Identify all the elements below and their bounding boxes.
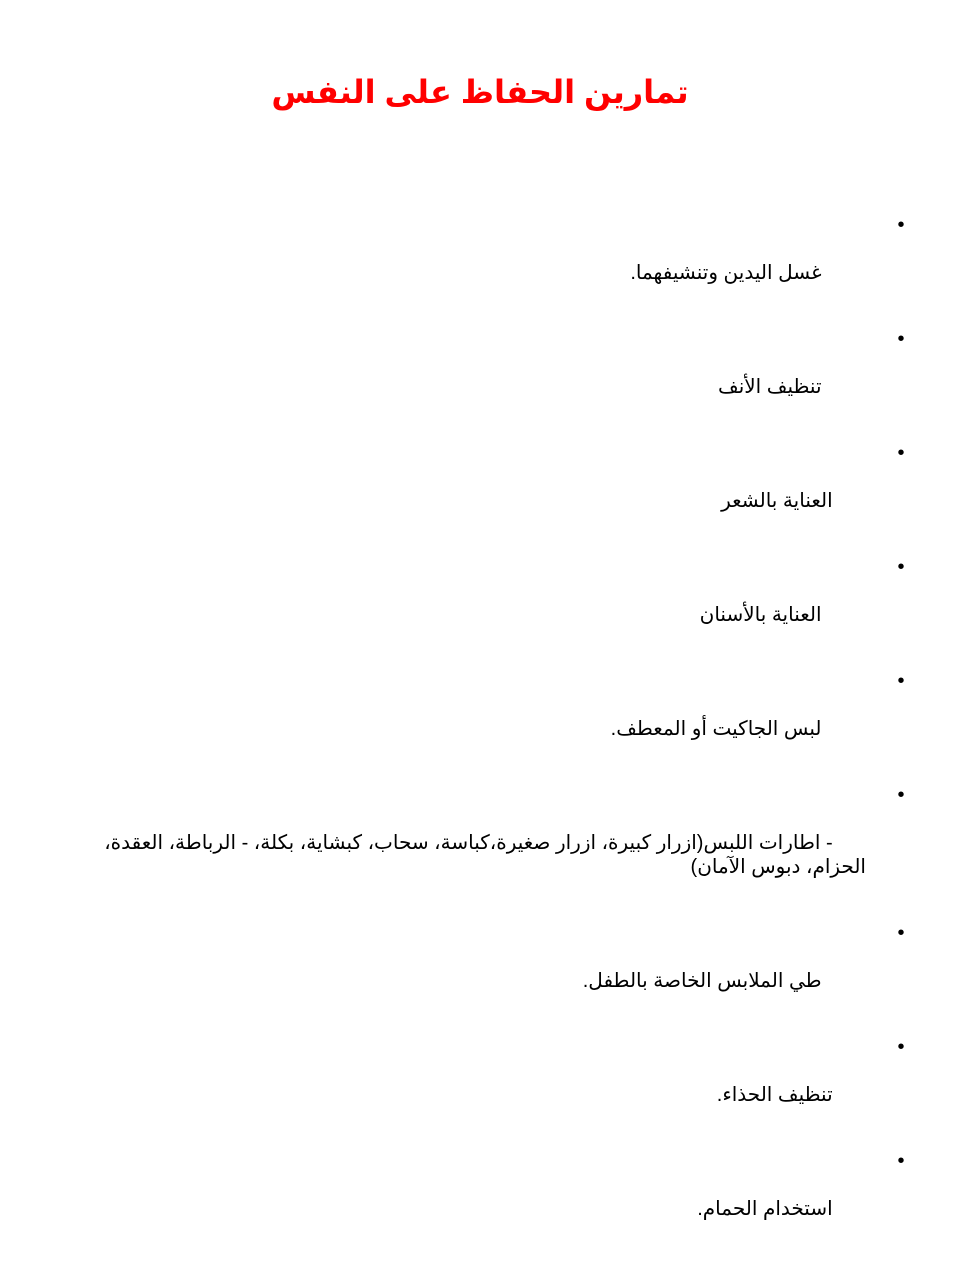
bullet-icon: • bbox=[897, 214, 905, 236]
list-item bbox=[78, 921, 908, 1017]
list-item bbox=[78, 555, 908, 651]
bullet-icon: • bbox=[897, 556, 905, 578]
list-item-text: العناية بالشعر bbox=[721, 490, 833, 512]
bullet-icon: • bbox=[897, 328, 905, 350]
bullet-icon: • bbox=[897, 670, 905, 692]
list-item-text: تنظيف الأنف bbox=[718, 376, 833, 398]
list-item-text: تنظيف الحذاء. bbox=[716, 1084, 833, 1106]
list-item-text: لبس الجاكيت أو المعطف. bbox=[610, 718, 833, 740]
list-item bbox=[78, 1149, 908, 1245]
list-item-text: - اطارات اللبس(ازرار كبيرة، ازرار صغيرة،كباسة، سحاب، كبشاية، بكلة، - الرباطة، العقدة، الحزام، دبوس الآمان) bbox=[98, 832, 866, 878]
list-item bbox=[78, 327, 908, 423]
bullet-icon: • bbox=[897, 442, 905, 464]
list-item bbox=[78, 441, 908, 537]
list-item bbox=[78, 783, 908, 903]
bullet-icon: • bbox=[897, 922, 905, 944]
list-item bbox=[78, 1035, 908, 1131]
list-item-text: طي الملابس الخاصة بالطفل. bbox=[582, 970, 833, 992]
list-item-text: غسل اليدين وتنشيفهما. bbox=[630, 262, 833, 284]
bullet-icon: • bbox=[897, 1150, 905, 1172]
slide-title: تمارين الحفاظ على النفس bbox=[271, 74, 689, 110]
list-item-text: العناية بالأسنان bbox=[699, 604, 833, 626]
bullet-icon: • bbox=[897, 1036, 905, 1058]
list-item bbox=[78, 669, 908, 765]
bullet-icon: • bbox=[897, 784, 905, 806]
bullet-list bbox=[78, 213, 908, 1263]
list-item bbox=[78, 213, 908, 309]
list-item-text: استخدام الحمام. bbox=[697, 1198, 833, 1220]
